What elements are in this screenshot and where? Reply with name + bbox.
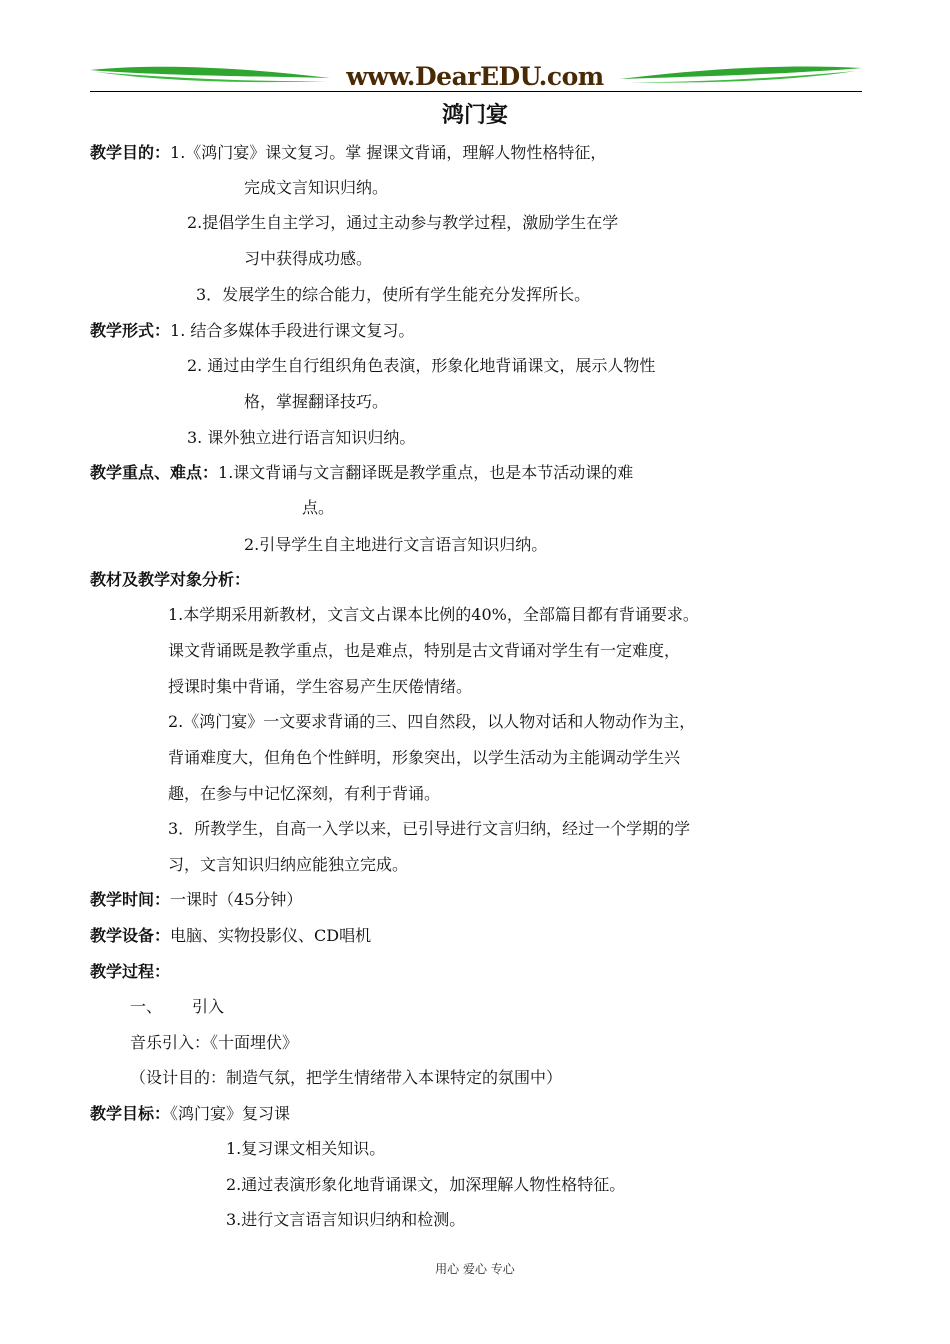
step-1-number: 一、 [130, 997, 163, 1016]
time-label: 教学时间： [90, 890, 171, 909]
objectives-label: 教学目的： [90, 143, 171, 162]
time-line [90, 890, 302, 910]
goal-3: 3.进行文言语言知识归纳和检测。 [226, 1210, 466, 1229]
focus-2: 2.引导学生自主地进行文言语言知识归纳。 [244, 535, 548, 554]
objectives-line-1 [90, 143, 606, 163]
document-title: 鸿门宴 [441, 103, 508, 128]
goals-value: 《鸿门宴》复习课 [170, 1104, 291, 1123]
focus-1-cont: 点。 [302, 498, 335, 517]
site-header [90, 56, 862, 96]
design-purpose: （设计目的：制造气氛，把学生情绪带入本课特定的氛围中） [130, 1068, 563, 1087]
objective-1-cont: 完成文言知识归纳。 [244, 178, 389, 197]
right-swoosh [620, 66, 862, 79]
objective-3: 3．发展学生的综合能力，使所有学生能充分发挥所长。 [196, 285, 591, 304]
left-swoosh [90, 67, 330, 78]
goal-2: 2.通过表演形象化地背诵课文，加深理解人物性格特征。 [226, 1175, 626, 1194]
equipment-line [90, 926, 371, 946]
page-footer: 用心 爱心 专心 [435, 1262, 515, 1276]
analysis-p3-a: 3．所教学生，自高一入学以来，已引导进行文言归纳，经过一个学期的学 [168, 819, 691, 838]
form-line-1 [90, 321, 414, 341]
objective-1: 1.《鸿门宴》课文复习。掌 握课文背诵，理解人物性格特征， [170, 143, 607, 162]
equipment-value: 电脑、实物投影仪、CD唱机 [170, 926, 372, 945]
process-label: 教学过程： [90, 962, 171, 981]
analysis-label: 教材及教学对象分析： [90, 570, 251, 589]
form-label: 教学形式： [90, 321, 171, 340]
header-divider [90, 91, 862, 92]
site-name: www.DearEDU.com [346, 62, 604, 91]
step-1-title: 引入 [192, 997, 225, 1016]
objective-2-cont: 习中获得成功感。 [244, 249, 373, 268]
analysis-p3-b: 习，文言知识归纳应能独立完成。 [168, 855, 409, 874]
time-value: 一课时（45分钟） [170, 890, 303, 909]
form-3: 3. 课外独立进行语言知识归纳。 [187, 428, 416, 447]
analysis-p1-a: 1.本学期采用新教材，文言文占课本比例的40%，全部篇目都有背诵要求。 [168, 605, 699, 624]
form-1: 1. 结合多媒体手段进行课文复习。 [170, 321, 415, 340]
goal-1: 1.复习课文相关知识。 [226, 1139, 386, 1158]
objective-2: 2.提倡学生自主学习，通过主动参与教学过程，激励学生在学 [187, 213, 619, 232]
analysis-p1-b: 课文背诵既是教学重点，也是难点，特别是古文背诵对学生有一定难度， [168, 641, 681, 660]
music-intro: 音乐引入：《十面埋伏》 [130, 1033, 299, 1052]
form-2: 2. 通过由学生自行组织角色表演，形象化地背诵课文，展示人物性 [187, 356, 656, 375]
equipment-label: 教学设备： [90, 926, 171, 945]
focus-1: 1.课文背诵与文言翻译既是教学重点，也是本节活动课的难 [218, 463, 634, 482]
analysis-p2-b: 背诵难度大，但角色个性鲜明，形象突出，以学生活动为主能调动学生兴 [168, 748, 681, 767]
form-2-cont: 格，掌握翻译技巧。 [244, 392, 389, 411]
analysis-p2-c: 趣，在参与中记忆深刻，有利于背诵。 [168, 784, 441, 803]
focus-line-1 [90, 463, 633, 483]
focus-label: 教学重点、难点： [90, 463, 219, 482]
goals-line [90, 1104, 290, 1124]
analysis-p1-c: 授课时集中背诵，学生容易产生厌倦情绪。 [168, 677, 473, 696]
analysis-p2-a: 2.《鸿门宴》一文要求背诵的三、四自然段，以人物对话和人物动作为主， [168, 712, 696, 731]
goals-label: 教学目标： [90, 1104, 171, 1123]
